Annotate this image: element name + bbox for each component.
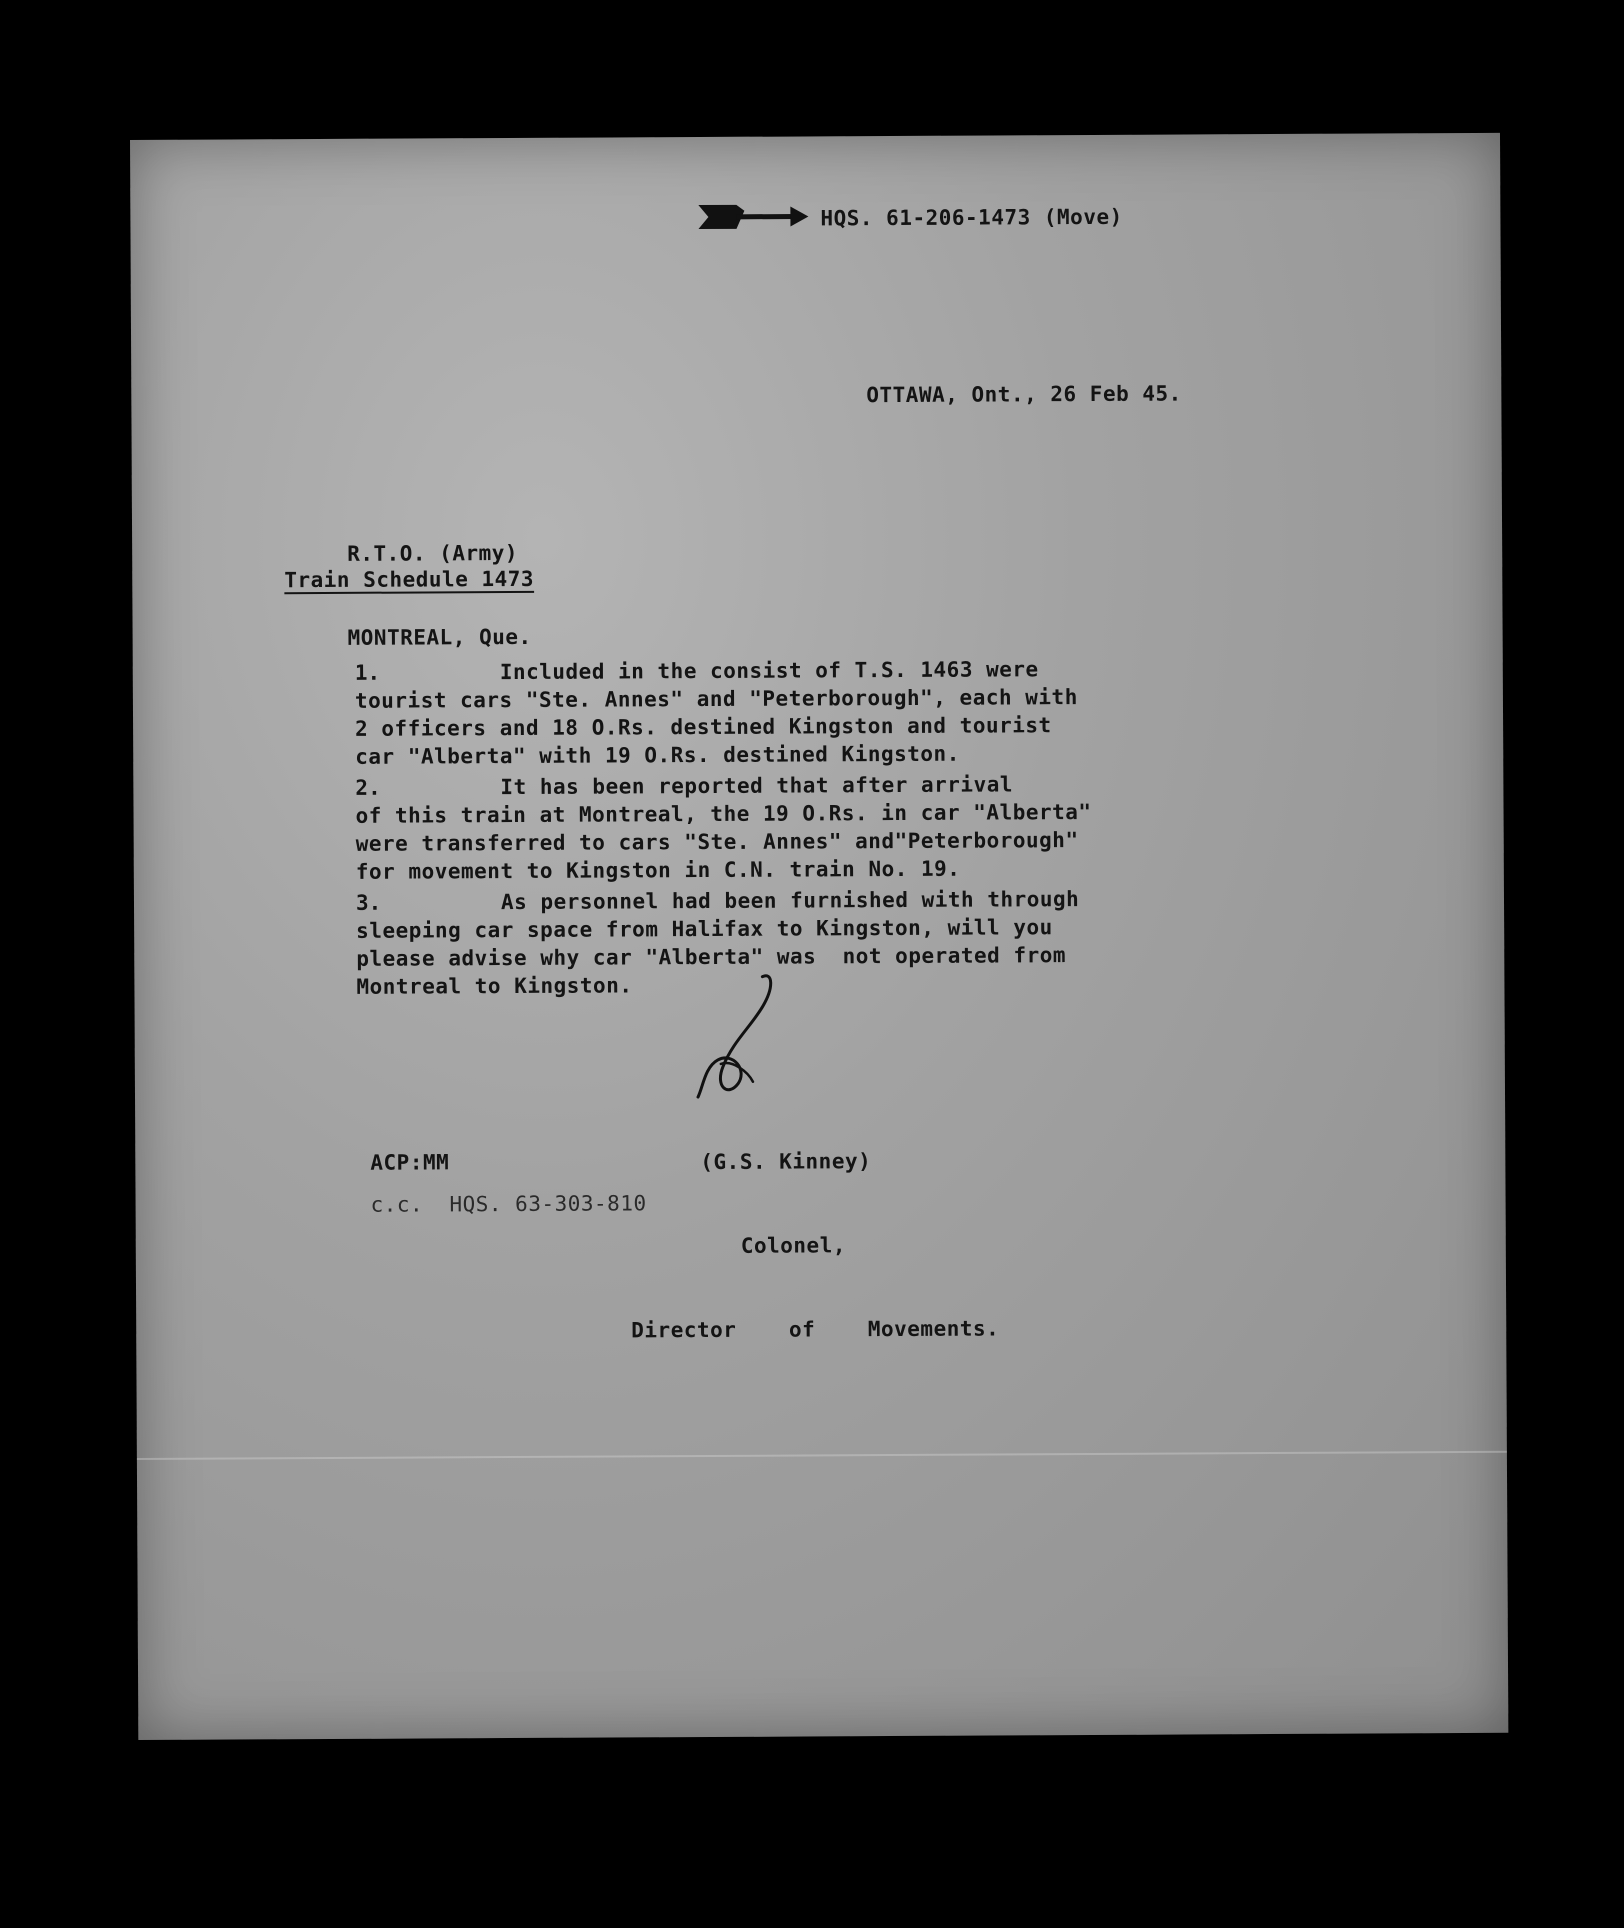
paragraph-number: 2. — [355, 775, 381, 800]
paragraph-number: 3. — [355, 890, 382, 915]
paragraph-line: 2 officers and 18 O.Rs. destined Kingston and tourist — [355, 713, 1052, 741]
letter-page — [130, 133, 1508, 1740]
subject-heading: Train Schedule 1473 — [284, 566, 535, 593]
signatory-name: (G.S. Kinney) — [700, 1149, 872, 1175]
signatory-rank: Colonel, — [740, 1233, 847, 1258]
paragraph-line: tourist cars "Ste. Annes" and "Peterborough", each with — [354, 685, 1078, 713]
addressee-line-1: R.T.O. (Army) — [347, 540, 519, 566]
paragraph-line: car "Alberta" with 19 O.Rs. destined Kingston. — [355, 741, 960, 769]
handwritten-signature — [692, 972, 793, 1103]
paragraph-3 — [356, 884, 1257, 1001]
paragraph-line: It has been reported that after arrival — [500, 772, 1014, 800]
date-line: OTTAWA, Ont., 26 Feb 45. — [866, 381, 1182, 408]
paragraph-line: were transferred to cars "Ste. Annes" and"Peterborough" — [355, 828, 1079, 856]
paragraph-line: for movement to Kingston in C.N. train No. 19. — [355, 856, 961, 884]
paragraph-line: Montreal to Kingston. — [356, 973, 633, 999]
file-reference: HQS. 61-206-1473 (Move) — [820, 204, 1123, 231]
signature-block — [631, 1090, 1000, 1400]
arrow-stamp-icon — [696, 196, 816, 237]
addressee-line-2: MONTREAL, Que. — [347, 624, 532, 650]
paragraph-2 — [355, 769, 1256, 886]
paragraph-line: As personnel had been furnished with through — [500, 887, 1080, 915]
paragraph-line: please advise why car "Alberta" was not operated from — [356, 943, 1067, 971]
paragraph-line: Included in the consist of T.S. 1463 were — [499, 657, 1039, 685]
paragraph-line: of this train at Montreal, the 19 O.Rs. in car "Alberta" — [355, 799, 1092, 828]
carbon-copy-line: c.c. HQS. 63-303-810 — [370, 1191, 647, 1217]
signatory-title: Director of Movements. — [631, 1316, 1000, 1343]
paragraph-line: sleeping car space from Halifax to Kingston, will you — [356, 915, 1053, 943]
typist-initials: ACP:MM — [370, 1150, 450, 1175]
paragraph-1 — [355, 654, 1256, 771]
paragraph-number: 1. — [354, 660, 381, 685]
